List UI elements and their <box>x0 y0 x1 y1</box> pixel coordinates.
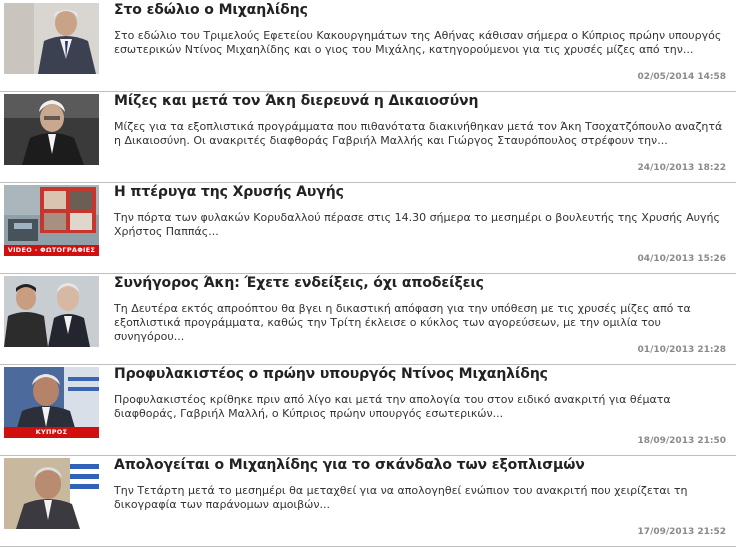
article-snippet: Την πόρτα των φυλακών Κορυδαλλού πέρασε στις 14.30 σήμερα το μεσημέρι ο βουλευτής της Χρυσής Αυγής Χρήστος Παππάς... <box>114 211 720 238</box>
thumb-tag: ΚΥΠΡΟΣ <box>4 427 99 438</box>
minister-photo-icon[interactable] <box>4 367 99 438</box>
list-item <box>0 455 736 547</box>
thumb-tag: VIDEO - ΦΩΤΟΓΡΑΦΙΕΣ <box>4 245 99 256</box>
list-item <box>0 182 736 274</box>
article-snippet: Την Τετάρτη μετά το μεσημέρι θα μεταχθεί για να απολογηθεί ενώπιον του ανακριτή που χειρίζεται τη δικογραφία των παράνομων αμοιβών... <box>114 484 688 511</box>
flag-portrait-photo-icon[interactable] <box>4 458 99 529</box>
article-title[interactable]: Συνήγορος Άκη: Έχετε ενδείξεις, όχι αποδείξεις <box>114 275 484 291</box>
article-snippet: Τη Δευτέρα εκτός απροόπτου θα βγει η δικαστική απόφαση για την υπόθεση με τις χρυσές μίζες από τα εξοπλιστικά προγράμματα, καθώς την Τρίτη έκλεισε ο κύκλος των αγορεύσεων, με την ομιλία του συνηγόρου... <box>114 302 691 343</box>
article-snippet: Προφυλακιστέος κρίθηκε πριν από λίγο και μετά την απολογία του στον ειδικό ανακριτή για θέματα διαφθοράς, Γαβριήλ Μαλλή, ο Κύπριος πρώην υπουργός εσωτερικών... <box>114 393 671 420</box>
article-date: 04/10/2013 15:26 <box>637 254 726 264</box>
prison-photo-icon[interactable] <box>4 185 99 256</box>
article-title[interactable]: Η πτέρυγα της Χρυσής Αυγής <box>114 184 344 200</box>
article-date: 17/09/2013 21:52 <box>637 527 726 537</box>
article-date: 18/09/2013 21:50 <box>637 436 726 446</box>
article-snippet: Στο εδώλιο του Τριμελούς Εφετείου Κακουργημάτων της Αθήνας κάθισαν σήμερα ο Κύπριος πρώην υπουργός εσωτερικών Ντίνος Μιχαηλίδης και ο γιος του Μιχάλης, κατηγορούμενοι για τις χρυσές μίζες από την... <box>114 29 722 56</box>
article-date: 24/10/2013 18:22 <box>637 163 726 173</box>
article-snippet: Μίζες για τα εξοπλιστικά προγράμματα που πιθανότατα διακινήθηκαν μετά τον Άκη Τσοχατζόπουλο αναζητά η Δικαιοσύνη. Οι ανακριτές διαφθοράς Γαβριήλ Μαλλής και Γιώργος Σταυρόπουλος στρέφουν την... <box>114 120 723 147</box>
article-title[interactable]: Στο εδώλιο ο Μιχαηλίδης <box>114 2 308 18</box>
list-item <box>0 91 736 183</box>
article-date: 01/10/2013 21:28 <box>637 345 726 355</box>
portrait-photo-icon[interactable] <box>4 94 99 165</box>
defendant-photo-icon[interactable] <box>4 276 99 347</box>
list-item <box>0 364 736 456</box>
article-title[interactable]: Μίζες και μετά τον Άκη διερευνά η Δικαιοσύνη <box>114 93 479 109</box>
courtroom-photo-icon[interactable] <box>4 3 99 74</box>
list-item <box>0 0 736 92</box>
article-title[interactable]: Προφυλακιστέος ο πρώην υπουργός Ντίνος Μιχαηλίδης <box>114 366 548 382</box>
article-title[interactable]: Απολογείται ο Μιχαηλίδης για το σκάνδαλο των εξοπλισμών <box>114 457 585 473</box>
list-item <box>0 273 736 365</box>
article-date: 02/05/2014 14:58 <box>637 72 726 82</box>
